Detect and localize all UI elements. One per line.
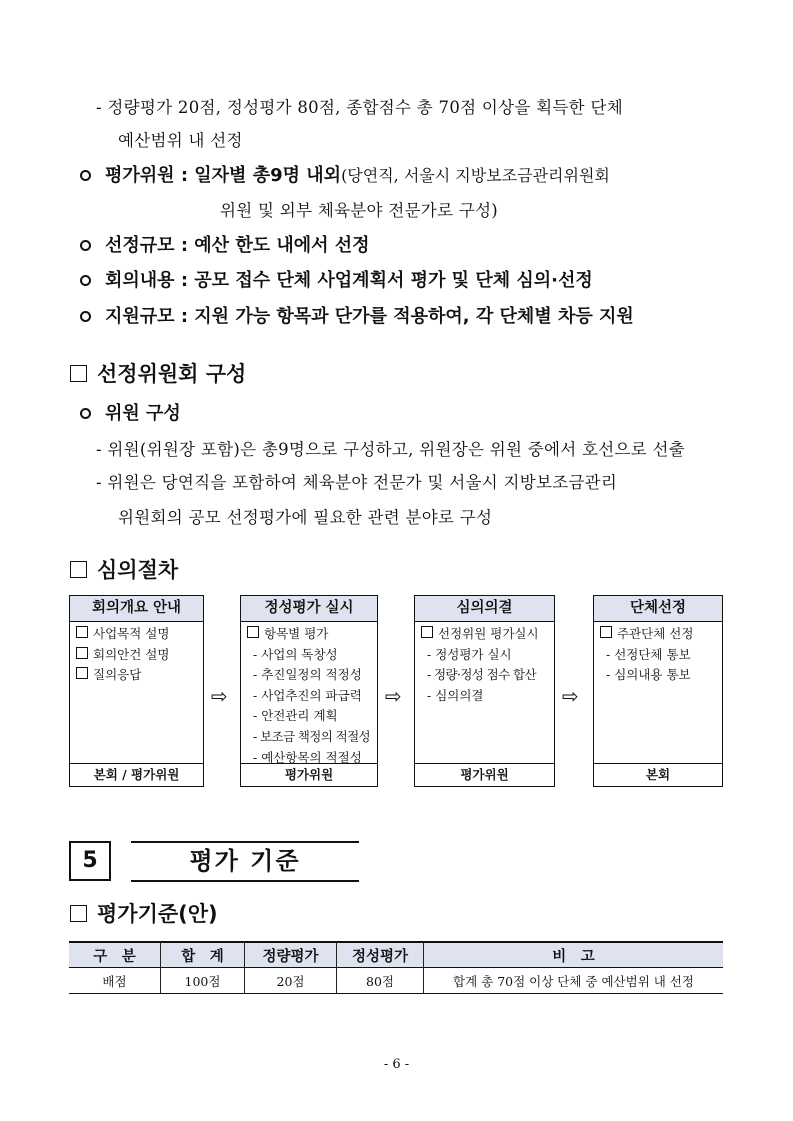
committee-line-3: 위원회의 공모 선정평가에 필요한 관련 분야로 구성 — [118, 508, 493, 527]
step-item: - 심의의결 — [427, 687, 484, 703]
table-cell: 100점 — [161, 968, 245, 994]
step-footer: 본회 / 평가위원 — [70, 763, 203, 786]
step-item: 회의안건 설명 — [76, 645, 197, 666]
committee-heading — [70, 358, 246, 388]
step-item: - 심의내용 통보 — [606, 667, 691, 683]
intro-line-2: 예산범위 내 선정 — [118, 131, 243, 150]
table-header-cell: 비 고 — [424, 942, 724, 968]
committee-line-2: - 위원은 당연직을 포함하여 체육분야 전문가 및 서울시 지방보조금관리 — [96, 473, 618, 492]
step-footer: 본회 — [594, 763, 722, 786]
step-title: 회의개요 안내 — [70, 596, 203, 622]
step-item: - 사업추진의 파급력 — [253, 687, 362, 703]
bullet-scale — [80, 231, 370, 257]
table-row — [69, 968, 723, 994]
step-item: - 정성평가 실시 — [427, 646, 512, 662]
step-item: - 선정단체 통보 — [606, 646, 691, 662]
checkbox-icon — [421, 626, 433, 638]
procedure-step-3 — [414, 595, 555, 787]
table-header-cell: 합 계 — [161, 942, 245, 968]
scale-text: 선정규모 : 예산 한도 내에서 선정 — [105, 235, 370, 256]
square-bullet-icon — [70, 365, 87, 382]
checkbox-icon — [76, 647, 88, 659]
intro-line-1: - 정량평가 20점, 정성평가 80점, 종합점수 총 70점 이상을 획득한 단체 — [96, 98, 623, 117]
table-cell: 합계 총 70점 이상 단체 중 예산범위 내 선정 — [424, 968, 724, 994]
table-header-cell: 구 분 — [69, 942, 161, 968]
step-item: - 추진일정의 적정성 — [253, 667, 362, 683]
right-arrow-icon: ⇨ — [562, 684, 579, 708]
checkbox-icon — [76, 667, 88, 679]
criteria-table — [69, 941, 723, 994]
evaluators-detail-2: 위원 및 외부 체육분야 전문가로 구성) — [220, 201, 499, 220]
step-item: 항목별 평가 — [247, 624, 371, 645]
step-item: - 안전관리 계획 — [253, 708, 338, 724]
step-footer: 평가위원 — [241, 763, 377, 786]
procedure-heading — [70, 554, 178, 584]
checkbox-icon — [247, 626, 259, 638]
procedure-step-1 — [69, 595, 204, 787]
step-item: 사업목적 설명 — [76, 624, 197, 645]
circle-bullet-icon — [80, 170, 91, 181]
step-item: - 사업의 독창성 — [253, 646, 338, 662]
table-cell: 20점 — [245, 968, 337, 994]
criteria-heading-text: 평가기준(안) — [97, 902, 218, 926]
step-item: - 정량·정성 점수 합산 — [427, 667, 536, 683]
step-footer: 평가위원 — [415, 763, 554, 786]
step-item: 질의응답 — [76, 665, 197, 686]
square-bullet-icon — [70, 905, 87, 922]
right-arrow-icon: ⇨ — [211, 684, 228, 708]
step-title: 단체선정 — [594, 596, 722, 622]
table-header-cell: 정량평가 — [245, 942, 337, 968]
step-title: 심의의결 — [415, 596, 554, 622]
bullet-meeting — [80, 266, 593, 292]
table-header-row — [69, 942, 723, 968]
square-bullet-icon — [70, 561, 87, 578]
step-item: 주관단체 선정 — [600, 624, 716, 645]
step-item: 선정위원 평가실시 — [421, 624, 548, 645]
committee-heading-text: 선정위원회 구성 — [97, 362, 247, 386]
procedure-heading-text: 심의절차 — [97, 558, 179, 582]
bullet-evaluators — [80, 161, 610, 187]
committee-sub — [80, 399, 181, 425]
evaluators-detail: (당연직, 서울시 지방보조금관리위원회 — [341, 166, 610, 185]
committee-line-1: - 위원(위원장 포함)은 총9명으로 구성하고, 위원장은 위원 중에서 호선으로 선출 — [96, 440, 686, 459]
checkbox-icon — [76, 626, 88, 638]
checkbox-icon — [600, 626, 612, 638]
step-item: - 보조금 책정의 적절성 — [253, 728, 371, 744]
page-number: - 6 - — [383, 1057, 410, 1072]
step-item: - 예산항목의 적절성 — [253, 749, 362, 765]
procedure-step-4 — [593, 595, 723, 787]
table-header-cell: 정성평가 — [337, 942, 424, 968]
committee-sub-text: 위원 구성 — [105, 403, 181, 424]
table-cell: 80점 — [337, 968, 424, 994]
section-title-rule-bottom — [131, 880, 359, 882]
evaluators-label: 평가위원 : 일자별 총9명 내외 — [105, 165, 342, 186]
circle-bullet-icon — [80, 275, 91, 286]
step-title: 정성평가 실시 — [241, 596, 377, 622]
circle-bullet-icon — [80, 240, 91, 251]
criteria-heading — [70, 898, 218, 928]
procedure-step-2 — [240, 595, 378, 787]
section-number-box: 5 — [69, 841, 111, 881]
bullet-support — [80, 302, 634, 328]
circle-bullet-icon — [80, 311, 91, 322]
right-arrow-icon: ⇨ — [385, 684, 402, 708]
circle-bullet-icon — [80, 408, 91, 419]
table-cell: 배점 — [69, 968, 161, 994]
section-title: 평가 기준 — [189, 847, 301, 875]
support-text: 지원규모 : 지원 가능 항목과 단가를 적용하여, 각 단체별 차등 지원 — [105, 306, 634, 327]
meeting-text: 회의내용 : 공모 접수 단체 사업계획서 평가 및 단체 심의·선정 — [105, 270, 593, 291]
